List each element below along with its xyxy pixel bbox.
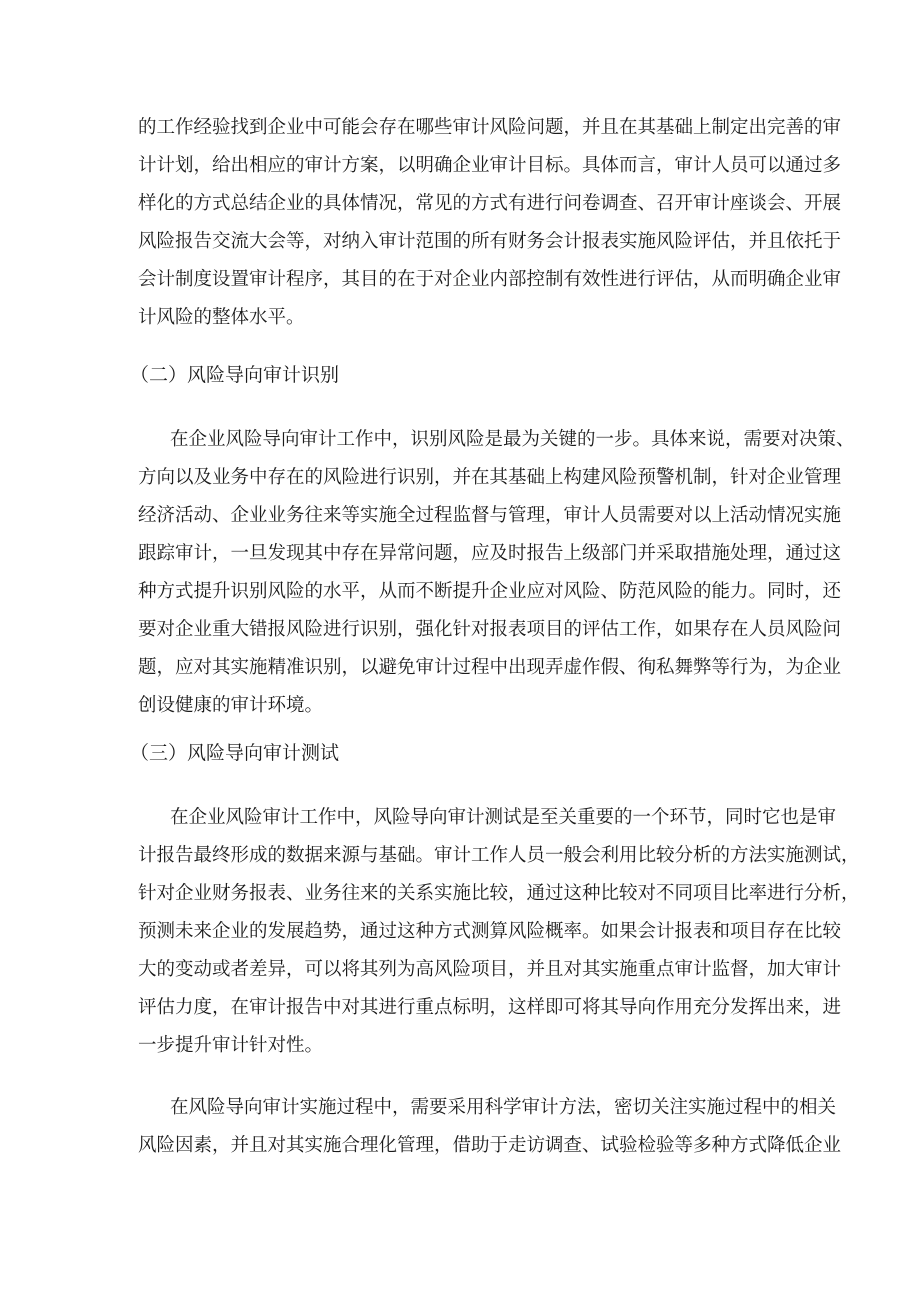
paragraph-line: 计报告最终形成的数据来源与基础。审计工作人员一般会利用比较分析的方法实施测试，	[138, 845, 860, 866]
paragraph-line: 风险因素，并且对其实施合理化管理，借助于走访调查、试验检验等多种方式降低企业	[138, 1135, 842, 1156]
paragraph-line: 评估力度，在审计报告中对其进行重点标明，这样即可将其导向作用充分发挥出来，进	[138, 997, 842, 1018]
section-heading: （三）风险导向审计测试	[130, 742, 340, 764]
section-heading: （二）风险导向审计识别	[130, 364, 340, 386]
paragraph-line: 大的变动或者差异，可以将其列为高风险项目，并且对其实施重点审计监督，加大审计	[138, 959, 842, 980]
paragraph-line: 风险报告交流大会等，对纳入审计范围的所有财务会计报表实施风险评估，并且依托于	[138, 231, 842, 252]
paragraph-line: 计计划，给出相应的审计方案，以明确企业审计目标。具体而言，审计人员可以通过多	[138, 155, 842, 176]
paragraph-line: 方向以及业务中存在的风险进行识别，并在其基础上构建风险预警机制，针对企业管理	[138, 467, 842, 488]
paragraph-line: 经济活动、企业业务往来等实施全过程监督与管理，审计人员需要对以上活动情况实施	[138, 505, 842, 526]
paragraph-line: 针对企业财务报表、业务往来的关系实施比较，通过这种比较对不同项目比率进行分析，	[138, 883, 860, 904]
paragraph-line: 在企业风险导向审计工作中，识别风险是最为关键的一步。具体来说，需要对决策、	[170, 429, 855, 450]
paragraph-line: 创设健康的审计环境。	[138, 695, 324, 716]
paragraph-line: 预测未来企业的发展趋势，通过这种方式测算风险概率。如果会计报表和项目存在比较	[138, 921, 842, 942]
paragraph-line: 计风险的整体水平。	[138, 307, 305, 328]
paragraph-line: 会计制度设置审计程序，其目的在于对企业内部控制有效性进行评估，从而明确企业审	[138, 269, 842, 290]
paragraph-line: 一步提升审计针对性。	[138, 1035, 324, 1056]
paragraph-line: 在企业风险审计工作中，风险导向审计测试是至关重要的一个环节，同时它也是审	[170, 807, 837, 828]
paragraph-line: 题，应对其实施精准识别，以避免审计过程中出现弄虚作假、徇私舞弊等行为，为企业	[138, 657, 842, 678]
paragraph-line: 在风险导向审计实施过程中，需要采用科学审计方法，密切关注实施过程中的相关	[170, 1097, 837, 1118]
paragraph-line: 要对企业重大错报风险进行识别，强化针对报表项目的评估工作，如果存在人员风险问	[138, 619, 842, 640]
paragraph-line: 样化的方式总结企业的具体情况，常见的方式有进行问卷调查、召开审计座谈会、开展	[138, 193, 842, 214]
paragraph-line: 种方式提升识别风险的水平，从而不断提升企业应对风险、防范风险的能力。同时，还	[138, 581, 842, 602]
paragraph-line: 的工作经验找到企业中可能会存在哪些审计风险问题，并且在其基础上制定出完善的审	[138, 117, 842, 138]
paragraph-line: 跟踪审计，一旦发现其中存在异常问题，应及时报告上级部门并采取措施处理，通过这	[138, 543, 842, 564]
